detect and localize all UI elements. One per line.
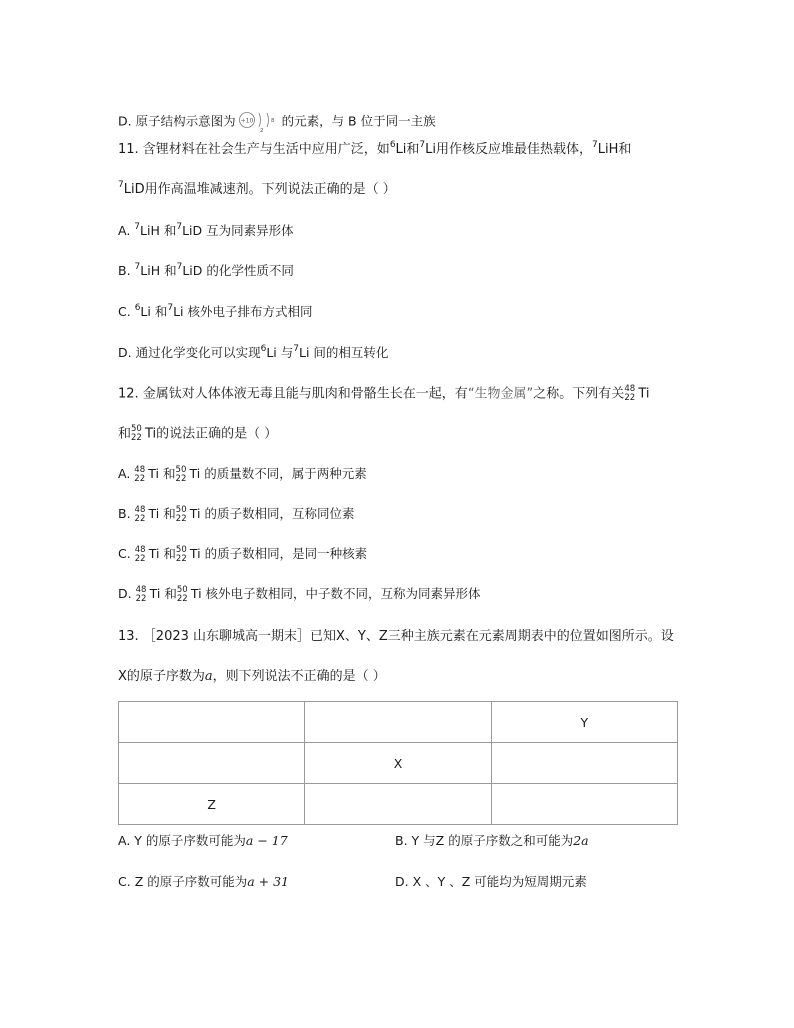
table-cell-z: Z [119,784,305,825]
table-row [119,702,678,743]
table-cell [119,743,305,784]
q11-option-c: C. $^6$Li 和$^7$Li 核外电子排布方式相同 [118,303,313,319]
q13-option-c: C. Z 的原子序数可能为a + 31 [118,874,290,889]
table-row [119,743,678,784]
table-cell [305,784,491,825]
q13-option-b: B. Y 与Z 的原子序数之和可能为2a [395,833,589,848]
q12-option-b: B. 48 22 Ti 和 50 22 Ti 的质子数相同，互称同位素 [118,504,355,524]
table-cell [491,743,677,784]
q11-option-d: D. 通过化学变化可以实现$^6$Li 与$^7$Li 间的相互转化 [118,344,389,360]
table-cell-x: X [305,743,491,784]
q11-stem-line1: 11. 含锂材料在社会生产与生活中应用广泛，如$^6$Li和$^7$Li用作核反应堆最佳热载体，$^7$LiH和 [118,140,632,157]
atom-core-charge: +10 [240,117,253,125]
q11-option-a: A. $^7$LiH 和$^7$LiD 互为同素异形体 [118,222,294,238]
q12-option-c: C. 48 22 Ti 和 50 22 Ti 的质子数相同，是同一种核素 [118,544,368,564]
q13-stem-line2: X的原子序数为a，则下列说法不正确的是（ ） [118,669,386,684]
atom-shell-2: 8 [270,118,275,124]
q13-stem-line1: 13. ［2023 山东聊城高一期末］已知X、Y、Z三种主族元素在元素周期表中的位置如图所示。设 [118,629,674,644]
q11-stem-line2: $^7$LiD用作高温堆减速剂。下列说法正确的是（ ） [118,180,396,197]
table-cell [119,702,305,743]
atom-structure-diagram [238,110,280,134]
q12-stem-line2: 和 50 22 Ti的说法正确的是（ ） [118,424,278,443]
q10-option-d-text: D. 原子结构示意图为 [118,113,236,129]
q12-stem-line1: 12. 金属钛对人体体液无毒且能与肌肉和骨骼生长在一起，有“生物金属”之称。下列有关 48 22 Ti [118,384,650,403]
atom-shell-1: 2 [259,128,264,134]
q12-option-a: A. 48 22 Ti 和 50 22 Ti 的质量数不同，属于两种元素 [118,464,367,484]
q13-option-d: D. X 、Y 、Z 可能均为短周期元素 [395,874,587,889]
table-row [119,784,678,825]
table-cell [491,784,677,825]
q11-option-b: B. $^7$LiH 和$^7$LiD 的化学性质不同 [118,262,294,278]
q10-option-d-tail: 的元素，与 B 位于同一主族 [281,113,436,129]
q13-option-a: A. Y 的原子序数可能为a − 17 [118,833,288,848]
periodic-position-table [118,701,678,825]
table-cell-y: Y [491,702,677,743]
table-cell [305,702,491,743]
q12-option-d: D. 48 22 Ti 和 50 22 Ti 核外电子数相同，中子数不同，互称为同素异形体 [118,584,481,604]
q10-option-d [118,110,436,134]
